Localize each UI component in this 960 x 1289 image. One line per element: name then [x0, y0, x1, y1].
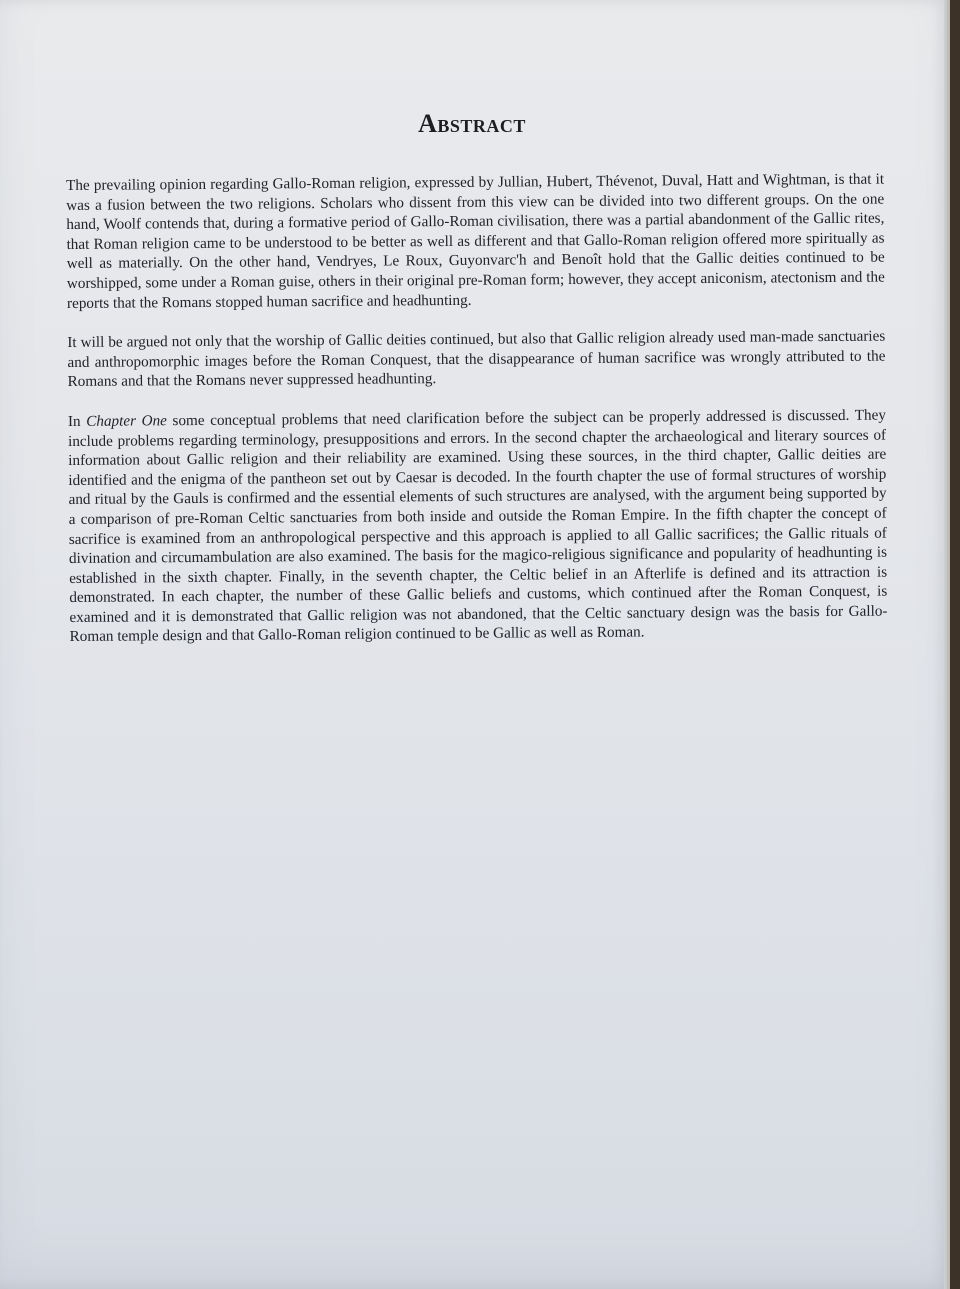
paragraph-3 — [68, 406, 888, 648]
paragraph-1: The prevailing opinion regarding Gallo-Roman religion, expressed by Jullian, Hubert, Thévenot, Duval, Hatt and Wightman, is that it was a fusion between the two religions. Scholars who dissent from this view can be divided into two different groups. On the one hand, Woolf contends that, during a formative period of Gallo-Roman civilisation, there was a partial abandonment of the Gallic rites, that Roman religion came to be understood to be better as well as different and that Gallo-Roman religion offered more spiritually as well as materially. On the other hand, Vendryes, Le Roux, Guyonvarc'h and Benoît hold that the Gallic deities continued to be worshipped, some under a Roman guise, others in their original pre-Roman form; however, they accept aniconism, atectonism and the reports that the Romans stopped human sacrifice and headhunting. — [66, 170, 885, 312]
page-edge — [944, 0, 950, 1289]
chapter-one-emphasis: Chapter One — [86, 412, 167, 430]
paragraph-3-prefix: In — [67, 412, 87, 430]
bleed-through-shadow — [68, 700, 848, 1220]
paragraph-3-text: some conceptual problems that need clarification before the subject can be properly addressed is discussed. They include problems regarding terminology, presuppositions and errors. In the second chapter the archaeological and literary sources of information about Gallic religion and their reliability are examined. Using these sources, in the third chapter, Gallic deities are identified and the enigma of the pantheon set out by Caesar is decoded. In the fourth chapter the use of formal structures of worship and ritual by the Gauls is confirmed and the essential elements of such structures are analysed, with the argument being supported by a comparison of pre-Roman Celtic sanctuaries from both inside and outside the Roman Empire. In the fifth chapter the concept of sacrifice is examined from an anthropological perspective and this approach is applied to all Gallic sacrifices; the Gallic rituals of divination and circumambulation are also examined. The basis for the magico-religious significance and popularity of headhunting is established in the sixth chapter. Finally, in the seventh chapter, the Celtic belief in an Afterlife is defined and its attraction is demonstrated. In each chapter, the number of these Gallic beliefs and customs, which continued after the Roman Conquest, is examined and it is demonstrated that Gallic religion was not abandoned, that the Celtic sanctuary design was the basis for Gallo-Roman temple design and that Gallo-Roman religion continued to be Gallic as well as Roman. — [68, 406, 888, 646]
paragraph-2: It will be argued not only that the worship of Gallic deities continued, but also that Gallic religion already used man-made sanctuaries and anthropomorphic images before the Roman Conquest, that the disappearance of human sacrifice was wrongly attributed to the Romans and that the Romans never suppressed headhunting. — [67, 327, 886, 391]
abstract-body — [66, 170, 888, 667]
page-title: Abstract — [418, 109, 526, 139]
